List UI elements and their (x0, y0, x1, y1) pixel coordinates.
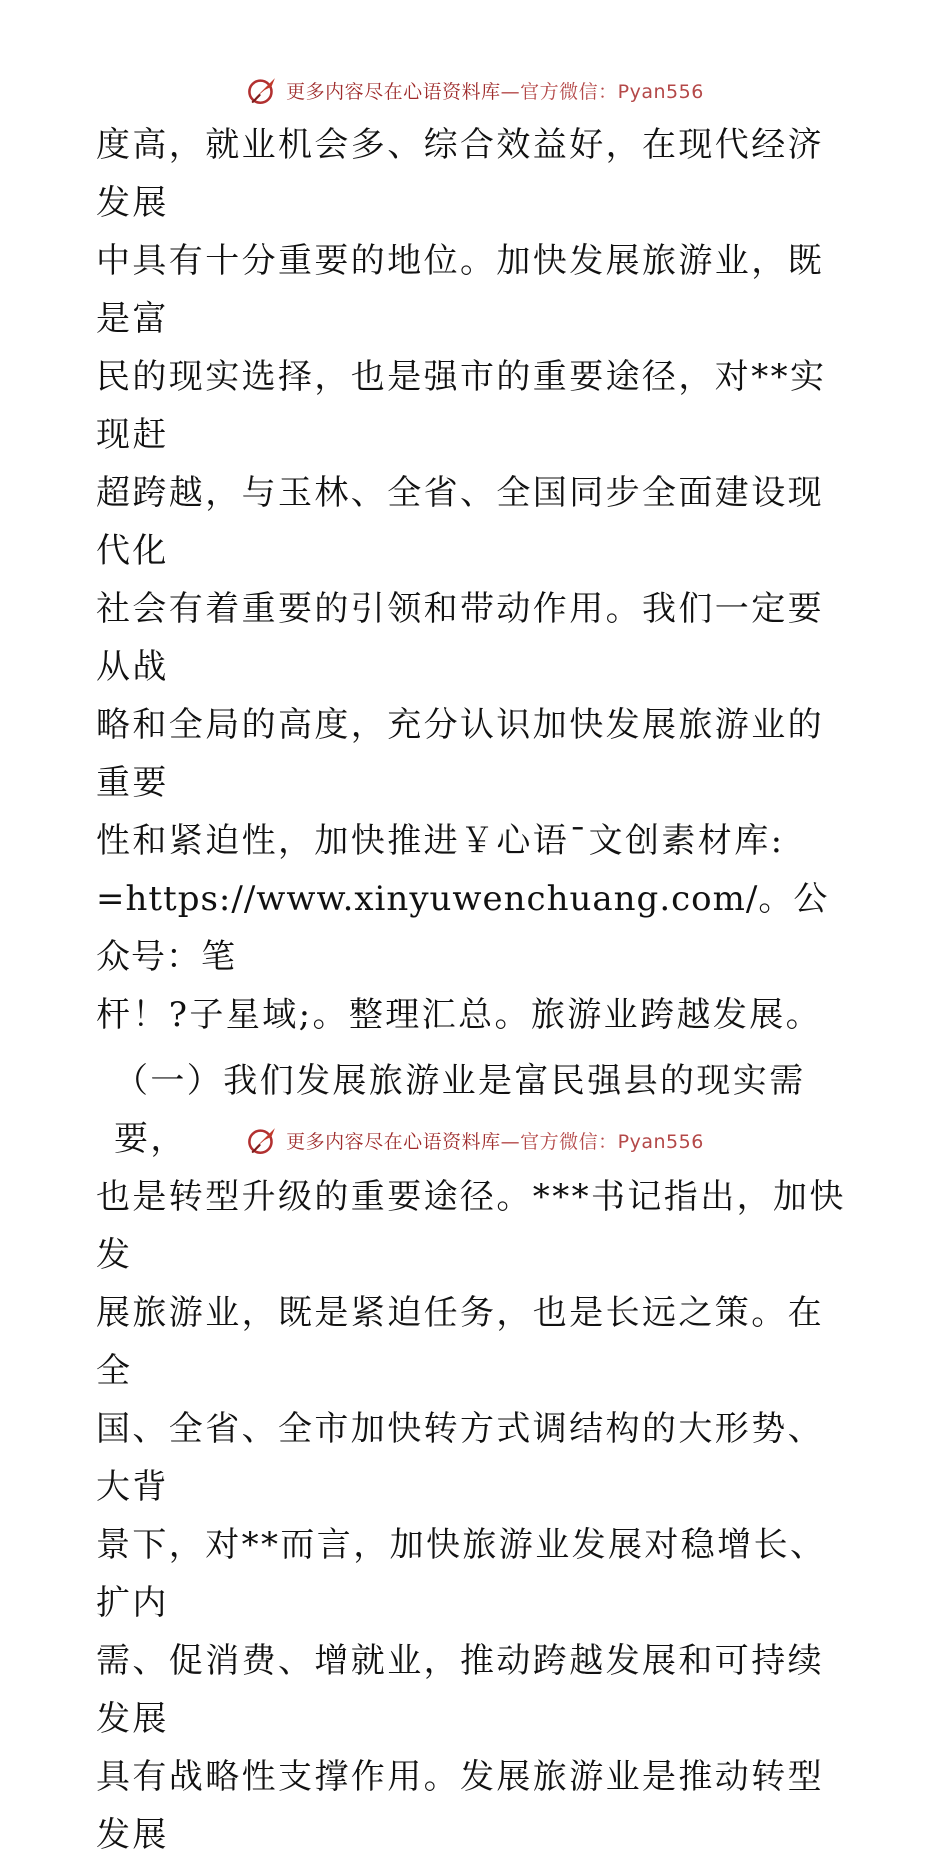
text-line: 中具有十分重要的地位。加快发展旅游业，既是富 (96, 241, 824, 339)
text-line: （一）我们发展旅游业是富民强县的现实需要， (114, 1061, 806, 1159)
banner-text (286, 1127, 704, 1154)
text-line: 民的现实选择，也是强市的重要途径，对**实现赶 (96, 357, 827, 455)
text-line: 略和全局的高度，充分认识加快发展旅游业的重要 (96, 705, 824, 803)
document-body (96, 116, 856, 1864)
text-line: 展旅游业，既是紧迫任务，也是长远之策。在全 (96, 1293, 824, 1391)
text-line: 社会有着重要的引领和带动作用。我们一定要从战 (96, 589, 824, 687)
feather-logo-icon (246, 1123, 280, 1157)
banner-title: 更多内容尽在心语资料库 (286, 80, 501, 103)
text-line-url: =https://www.xinyuwenchuang.com/。公众号：笔 (96, 879, 829, 977)
text-line: 也是转型升级的重要途径。***书记指出，加快发 (96, 1177, 846, 1275)
text-line: 景下，对**而言，加快旅游业发展对稳增长、扩内 (96, 1525, 827, 1623)
text-line: 性和紧迫性，加快推进￥心语¯文创素材库: (96, 821, 785, 861)
banner-title: 更多内容尽在心语资料库 (286, 1130, 501, 1153)
paragraph-2 (96, 1052, 856, 1864)
text-line: 度高，就业机会多、综合效益好，在现代经济发展 (96, 125, 824, 223)
banner-wechat: —官方微信：Pyan556 (500, 1130, 704, 1153)
text-line: 具有战略性支撑作用。发展旅游业是推动转型发展 (96, 1757, 824, 1855)
footer-banner (0, 1120, 950, 1160)
header-banner (0, 70, 950, 110)
banner-wechat: —官方微信：Pyan556 (500, 80, 704, 103)
feather-logo-icon (246, 73, 280, 107)
paragraph-1 (96, 116, 856, 1044)
text-line: 需、促消费、增就业，推动跨越发展和可持续发展 (96, 1641, 824, 1739)
text-line: 国、全省、全市加快转方式调结构的大形势、大背 (96, 1409, 824, 1507)
text-line: 超跨越，与玉林、全省、全国同步全面建设现代化 (96, 473, 824, 571)
text-line: 杆！?子星域;。整理汇总。旅游业跨越发展。 (96, 995, 823, 1035)
banner-text (286, 77, 704, 104)
